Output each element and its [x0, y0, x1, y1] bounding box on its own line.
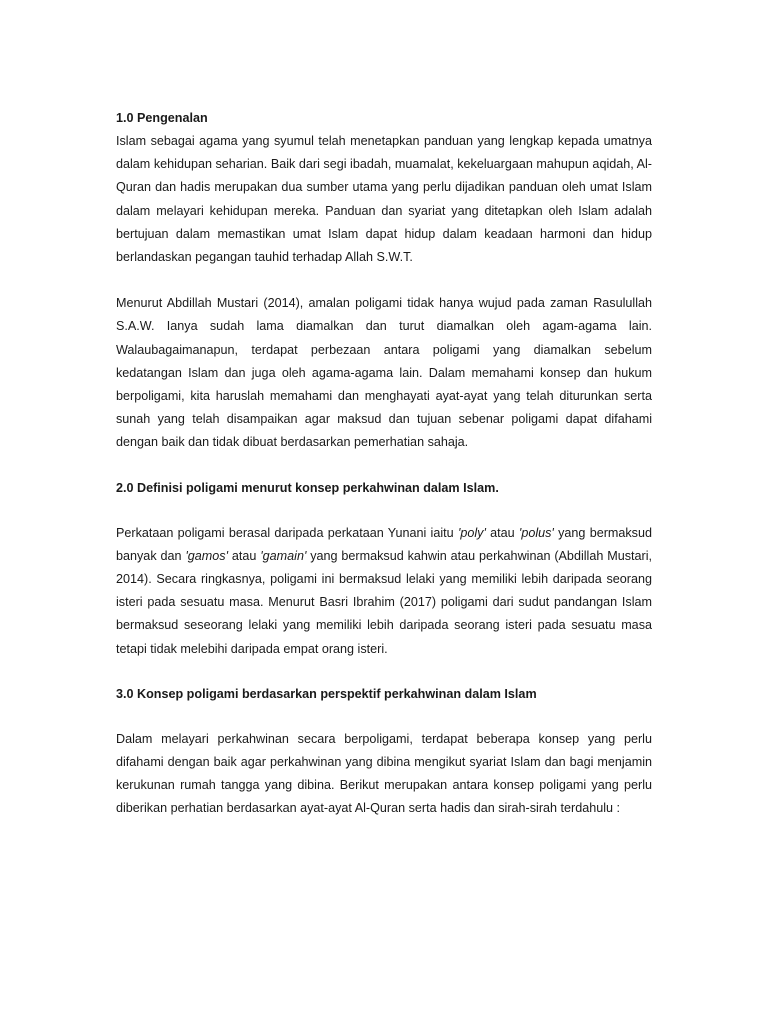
paragraph-spacer — [116, 706, 652, 728]
definisi-text: atau — [227, 548, 261, 563]
term-polus: 'polus' — [518, 525, 554, 540]
paragraph-konsep: Dalam melayari perkahwinan secara berpoligami, terdapat beberapa konsep yang perlu difahami dengan baik agar perkahwinan yang dibina mengikut syariat Islam dan bagi menjamin kerukunan rumah tangga yang dibina. Berikut merupakan antara konsep poligami yang perlu diberikan perhatian berdasarkan ayat-ayat Al-Quran serta hadis dan sirah-sirah terdahulu : — [116, 731, 652, 816]
definisi-text: yang bermaksud banyak dan — [116, 525, 652, 563]
paragraph-definisi — [116, 522, 652, 661]
section-heading-definisi: 2.0 Definisi poligami menurut konsep perkahwinan dalam Islam. — [116, 480, 499, 495]
section-heading-pengenalan: 1.0 Pengenalan — [116, 111, 208, 125]
definisi-text: atau — [485, 525, 519, 540]
paragraph-spacer — [116, 269, 652, 292]
section-heading-konsep: 3.0 Konsep poligami berdasarkan perspektif perkahwinan dalam Islam — [116, 686, 537, 701]
paragraph-pengenalan: Islam sebagai agama yang syumul telah menetapkan panduan yang lengkap kepada umatnya dalam kehidupan seharian. Baik dari segi ibadah, muamalat, kekeluargaan mahupun aqidah, Al-Quran dan hadis merupakan dua sumber utama yang perlu dijadikan panduan oleh umat Islam dalam melayari kehidupan mereka. Panduan dan syariat yang ditetapkan oleh Islam adalah bertujuan dalam memastikan umat Islam dapat hidup dalam keadaan harmoni dan hidup berlandaskan pegangan tauhid terhadap Allah S.W.T. — [116, 134, 652, 265]
term-gamain: 'gamain' — [260, 548, 307, 563]
paragraph-spacer — [116, 455, 652, 477]
document-body — [116, 107, 652, 821]
paragraph-spacer — [116, 661, 652, 683]
definisi-text: Perkataan poligami berasal daripada perkataan Yunani iaitu — [116, 525, 458, 540]
definisi-text: yang bermaksud kahwin atau perkahwinan (Abdillah Mustari, 2014). Secara ringkasnya, poligami ini bermaksud lelaki yang memiliki lebih daripada seorang isteri pada sesuatu masa. Menurut Basri Ibrahim (2017) poligami dari sudut pandangan Islam bermaksud seseorang lelaki yang memiliki lebih daripada seorang isteri pada sesuatu masa tetapi tidak melebihi daripada empat orang isteri. — [116, 548, 653, 656]
paragraph-spacer — [116, 500, 652, 522]
term-gamos: 'gamos' — [185, 548, 228, 563]
paragraph-abdillah-mustari: Menurut Abdillah Mustari (2014), amalan poligami tidak hanya wujud pada zaman Rasulullah S.A.W. Ianya sudah lama diamalkan dan turut diamalkan oleh agam-agama lain. Walaubagaimanapun, terdapat perbezaan antara poligami yang diamalkan sebelum kedatangan Islam dan juga oleh agama-agama lain. Dalam memahami konsep dan hukum berpoligami, kita haruslah memahami dan menghayati ayat-ayat yang telah diturunkan serta sunah yang telah disampaikan agar maksud dan tujuan sebenar poligami dapat difahami dengan baik dan tidak dibuat berdasarkan pemerhatian sahaja. — [116, 296, 652, 450]
term-poly: 'poly' — [457, 525, 486, 540]
